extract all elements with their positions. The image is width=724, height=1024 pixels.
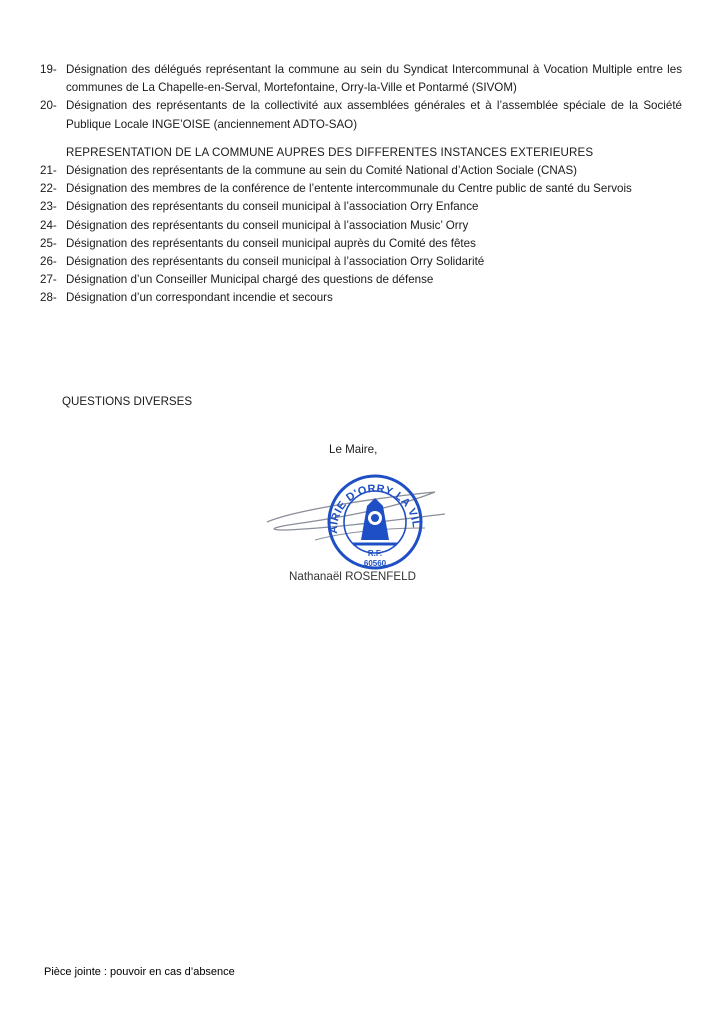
agenda-item-25 [40, 235, 682, 253]
item-number: 19- [40, 63, 57, 76]
questions-diverses-heading: QUESTIONS DIVERSES [62, 395, 193, 408]
item-text: Désignation des représentants du conseil municipal à l’association Orry Solidarité [66, 255, 485, 269]
item-text: Désignation des représentants du conseil municipal à l’association Music’ Orry [66, 218, 469, 232]
agenda-item-19 [40, 61, 682, 97]
item-text: Désignation des délégués représentant la commune au sein du Syndicat Intercommunal à Vocation Multiple entre les communes de La Chapelle-en-Serval, Mortefontaine, Orry-la-Ville et Pontarmé (SIVOM) [66, 63, 682, 95]
item-text: Désignation d’un correspondant incendie et secours [66, 291, 333, 305]
svg-text:MAIRIE D'ORRY LA VILLE: AIRIE D'ORRY LA VIL [327, 482, 423, 534]
agenda-item-28 [40, 289, 682, 307]
agenda-item-21 [40, 162, 682, 180]
item-text: Désignation des membres de la conférence de l’entente intercommunale du Centre public de santé du Servois [66, 182, 632, 196]
svg-text:60560: 60560 [363, 559, 387, 568]
item-number: 23- [40, 200, 57, 214]
agenda-list [40, 61, 682, 308]
item-number: 28- [40, 291, 57, 305]
agenda-item-26 [40, 253, 682, 271]
agenda-item-27 [40, 271, 682, 289]
section-title: REPRESENTATION DE LA COMMUNE AUPRES DES DIFFERENTES INSTANCES EXTERIEURES [66, 145, 594, 159]
item-text: Désignation d’un Conseiller Municipal chargé des questions de défense [66, 273, 434, 287]
item-number: 27- [40, 273, 57, 287]
agenda-item-22 [40, 180, 682, 198]
mairie-stamp [328, 476, 422, 568]
agenda-item-24 [40, 217, 682, 235]
item-number: 21- [40, 164, 57, 178]
item-number: 22- [40, 182, 57, 196]
mayor-title: Le Maire, [329, 443, 378, 456]
item-text: Désignation des représentants du conseil municipal à l’association Orry Enfance [66, 200, 479, 214]
item-text: Désignation des représentants de la commune au sein du Comité National d’Action Sociale (CNAS) [66, 164, 578, 178]
agenda-item-20 [40, 97, 682, 133]
item-text: Désignation des représentants du conseil municipal auprès du Comité des fêtes [66, 236, 476, 250]
item-number: 25- [40, 236, 57, 250]
agenda-item-23 [40, 198, 682, 216]
item-number: 26- [40, 255, 57, 269]
item-text: Désignation des représentants de la collectivité aux assemblées générales et à l’assemblée spéciale de la Société Publique Locale INGE’OISE (anciennement ADTO-SAO) [66, 99, 682, 131]
attachment-note: Pièce jointe : pouvoir en cas d’absence [44, 966, 235, 978]
item-number: 24- [40, 218, 57, 232]
item-number: 20- [40, 99, 57, 113]
mayor-name: Nathanaël ROSENFELD [289, 570, 416, 583]
svg-text:R.F.: R.F. [367, 549, 383, 558]
